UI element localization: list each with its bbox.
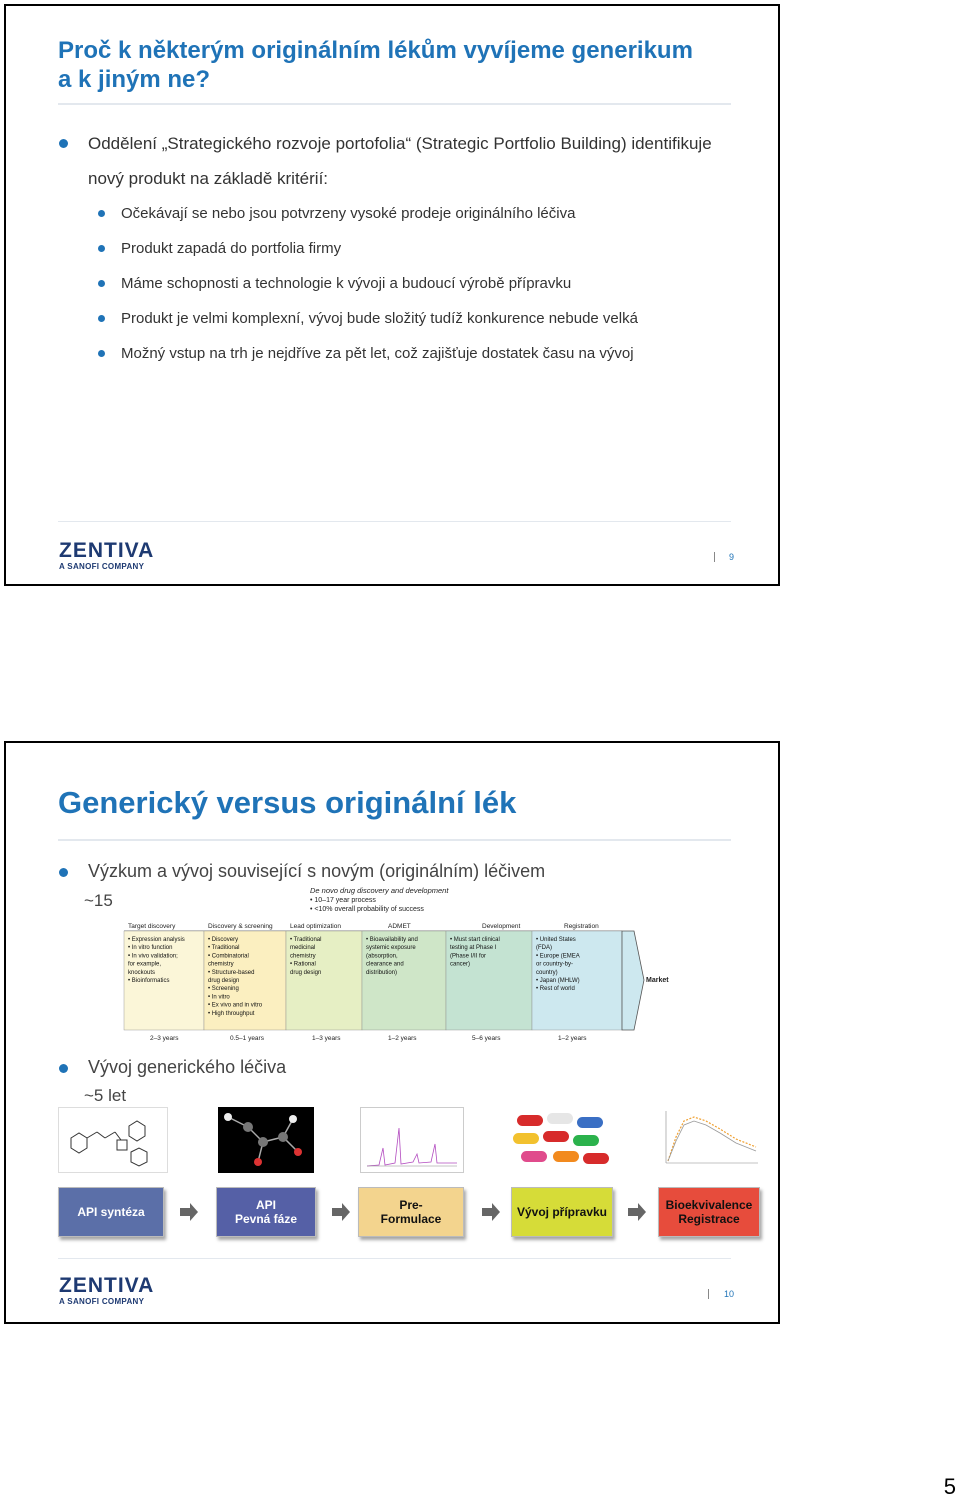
- timeline-stage-detail: for example,: [128, 961, 162, 968]
- timeline-stage-detail: • In vitro: [208, 994, 230, 1001]
- timeline-stage-detail: • Rational: [290, 961, 316, 968]
- timeline-stage-detail: testing at Phase I: [450, 945, 497, 952]
- list-item: [58, 266, 748, 301]
- timeline-stage-detail: • Expression analysis: [128, 937, 185, 943]
- footer-divider: [58, 1258, 731, 1259]
- timeline-stage-detail: drug design: [208, 978, 240, 984]
- timeline-stage-detail: distribution): [366, 969, 398, 976]
- timeline-stage-detail: • Ex vivo and in vitro: [208, 1002, 263, 1009]
- timeline-stage-detail: (Phase I/II for: [450, 953, 487, 960]
- list-item: [58, 196, 748, 231]
- timeline-stage-detail: • Traditional: [290, 937, 322, 943]
- page-number: 10: [724, 1289, 735, 1299]
- timeline-stage-detail: • High throughput: [208, 1010, 255, 1017]
- timeline-stage-detail: medicinal: [290, 945, 316, 952]
- chemical-structure-image: [58, 1107, 168, 1173]
- timeline-stage-detail: • Traditional: [208, 945, 240, 952]
- timeline-stage-detail: drug design: [290, 969, 322, 976]
- logo-subtitle: A SANOFI COMPANY: [59, 1297, 145, 1306]
- bullet-text: Očekávají se nebo jsou potvrzeny vysoké prodeje originálního léčiva: [121, 205, 576, 222]
- list-item: [58, 336, 748, 371]
- timeline-duration: 1–3 years: [312, 1035, 341, 1042]
- timeline-duration: 2–3 years: [150, 1035, 179, 1042]
- chromatogram-image: [360, 1107, 464, 1173]
- bullet-icon: [98, 245, 105, 252]
- bullet-text: Oddělení „Strategického rozvoje portofolia“ (Strategic Portfolio Building) identifikuje nový produkt na základě kritérií:: [88, 134, 712, 188]
- timeline-stage-detail: • Combinatorial: [208, 953, 249, 960]
- logo-subtitle: A SANOFI COMPANY: [59, 562, 145, 571]
- bullet-text: Produkt je velmi komplexní, vývoj bude složitý tudíž konkurence nebude velká: [121, 310, 638, 327]
- zentiva-logo: [59, 540, 159, 576]
- timeline-stage-detail: systemic exposure: [366, 945, 416, 952]
- title-divider: [58, 103, 731, 105]
- timeline-stage-detail: chemistry: [290, 953, 316, 960]
- list-item: [58, 301, 748, 336]
- page-number: 9: [729, 552, 735, 562]
- timeline-stage-detail: • Bioinformatics: [128, 978, 170, 984]
- bullet-text: Výzkum a vývoj související s novým (originálním) léčivem: [88, 861, 546, 881]
- drug-development-timeline: [124, 885, 669, 1045]
- step-api-synthesis: API syntéza: [58, 1187, 164, 1237]
- bullet-icon: [98, 350, 105, 357]
- slide-title: Generický versus originální lék: [58, 785, 517, 820]
- bioequivalence-curve-image: [660, 1107, 760, 1173]
- timeline-stage-detail: • Structure-based: [208, 969, 255, 976]
- footer-divider: [58, 521, 731, 522]
- logo-brand: ZENTIVA: [59, 1274, 155, 1297]
- molecule-model-image: [218, 1107, 314, 1173]
- arrow-right-icon: [330, 1201, 352, 1223]
- list-item: [58, 126, 748, 196]
- bullet-list: [58, 126, 748, 371]
- bullet-text: Vývoj generického léčiva: [88, 1057, 287, 1077]
- timeline-stage-detail: • In vitro function: [128, 945, 173, 952]
- timeline-stage-detail: country): [536, 969, 558, 976]
- timeline-duration: 5–6 years: [472, 1035, 501, 1042]
- timeline-stage-detail: • Must start clinical: [450, 937, 500, 943]
- timeline-stage-label: Registration: [564, 923, 599, 930]
- step-bioequivalence-registration: Bioekvivalence Registrace: [658, 1187, 760, 1237]
- timeline-duration: 1–2 years: [388, 1035, 417, 1042]
- timeline-stage-label: Development: [482, 923, 521, 930]
- timeline-stage-label: Discovery & screening: [208, 923, 273, 930]
- timeline-stage-detail: knockouts: [128, 969, 156, 976]
- step-product-development: Vývoj přípravku: [511, 1187, 613, 1237]
- capsules-image: [509, 1107, 615, 1173]
- timeline-stage-detail: cancer): [450, 961, 471, 968]
- title-divider: [58, 839, 731, 841]
- bullet-icon: [59, 139, 68, 148]
- timeline-stage-detail: (FDA): [536, 945, 552, 952]
- timeline-stage-detail: (absorption,: [366, 953, 398, 960]
- page-number-divider: [708, 1289, 709, 1299]
- timeline-stage-detail: • United States: [536, 937, 576, 943]
- slide-9: [4, 4, 780, 586]
- timeline-stage-detail: • Bioavailability and: [366, 937, 418, 943]
- timeline-header: De novo drug discovery and development: [310, 886, 449, 895]
- timeline-stage-label: Target discovery: [128, 923, 176, 930]
- timeline-stage-detail: chemistry: [208, 961, 234, 968]
- timeline-stage-label: Lead optimization: [290, 923, 341, 930]
- timeline-stage-detail: • In vivo validation;: [128, 953, 178, 960]
- bullet-icon: [98, 210, 105, 217]
- logo-brand: ZENTIVA: [59, 539, 155, 562]
- timeline-duration: 1–2 years: [558, 1035, 587, 1042]
- bullet-icon: [59, 868, 68, 877]
- timeline-stage-detail: or country-by-: [536, 961, 574, 968]
- timeline-stage-detail: • Rest of world: [536, 986, 575, 993]
- bullet-icon: [59, 1064, 68, 1073]
- market-label: Market: [646, 977, 669, 984]
- timeline-stage-detail: • Europe (EMEA: [536, 953, 580, 960]
- step-preformulation: Pre- Formulace: [358, 1187, 464, 1237]
- duration-note: ~5 let: [84, 1086, 127, 1105]
- duration-note: ~15: [84, 891, 113, 910]
- slide-title: Proč k některým originálním lékům vyvíjeme generikum a k jiným ne?: [58, 37, 693, 93]
- list-item: [58, 231, 748, 266]
- arrow-right-icon: [626, 1201, 648, 1223]
- timeline-header: • <10% overall probability of success: [310, 906, 424, 913]
- timeline-stage-detail: • Discovery: [208, 937, 239, 943]
- bullet-text: Máme schopnosti a technologie k vývoji a budoucí výrobě přípravku: [121, 275, 572, 292]
- zentiva-logo: [59, 1275, 159, 1311]
- arrow-right-icon: [480, 1201, 502, 1223]
- page-number-divider: [714, 552, 715, 562]
- timeline-header: • 10–17 year process: [310, 897, 376, 904]
- step-api-solid-phase: API Pevná fáze: [216, 1187, 316, 1237]
- timeline-stage-detail: • Japan (MHLW): [536, 978, 580, 984]
- timeline-duration: 0.5–1 years: [230, 1035, 264, 1042]
- sheet-page-number: 5: [943, 1474, 956, 1499]
- bullet-text: Možný vstup na trh je nejdříve za pět let, což zajišťuje dostatek času na vývoj: [121, 345, 634, 362]
- bullet-text: Produkt zapadá do portfolia firmy: [121, 240, 342, 257]
- bullet-icon: [98, 315, 105, 322]
- timeline-stage-detail: clearance and: [366, 961, 404, 968]
- timeline-stage-detail: • Screening: [208, 986, 239, 993]
- arrow-right-icon: [178, 1201, 200, 1223]
- timeline-stage-label: ADMET: [388, 923, 411, 930]
- bullet-icon: [98, 280, 105, 287]
- slide-10: [4, 741, 780, 1324]
